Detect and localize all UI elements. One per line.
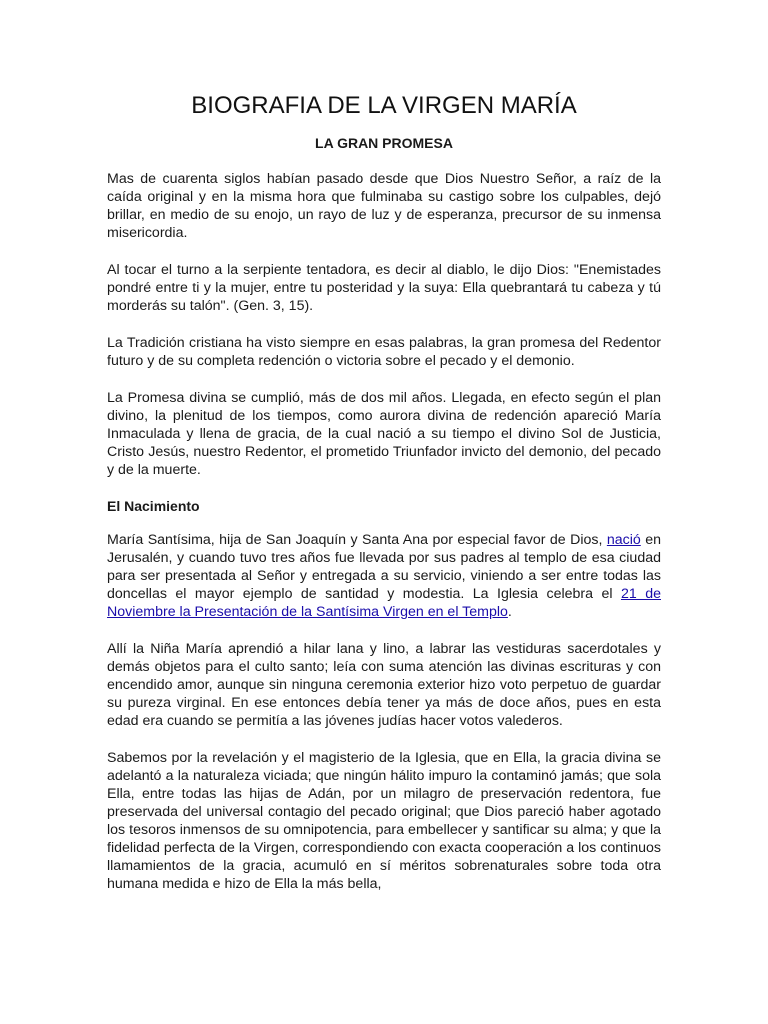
- document-body: [107, 91, 661, 893]
- paragraph-2: Al tocar el turno a la serpiente tentadora, es decir al diablo, le dijo Dios: "Enemistades pondré entre ti y la mujer, entre tu posteridad y la suya: Ella quebrantará tu cabeza y tú morderás su talón". (Gen. 3, 15).: [107, 262, 661, 314]
- paragraph-3: La Tradición cristiana ha visto siempre en esas palabras, la gran promesa del Redentor futuro y de su completa redención o victoria sobre el pecado y el demonio.: [107, 335, 661, 369]
- link-nacio[interactable]: nació: [606, 532, 641, 548]
- paragraph-1: Mas de cuarenta siglos habían pasado desde que Dios Nuestro Señor, a raíz de la caída original y en la misma hora que fulminaba su castigo sobre los culpables, dejó brillar, en medio de su enojo, un rayo de luz y de esperanza, precursor de su inmensa misericordia.: [107, 171, 661, 241]
- paragraph-nacimiento: [107, 531, 661, 621]
- section-heading-nacimiento: El Nacimiento: [107, 498, 200, 514]
- paragraph-7: Sabemos por la revelación y el magisterio de la Iglesia, que en Ella, la gracia divina se adelantó a la naturaleza viciada; que ningún hálito impuro la contaminó jamás; que sola Ella, entre todas las hijas de Adán, por un milagro de preservación redentora, fue preservada del universal contagio del pecado original; que Dios pareció haber agotado los tesoros inmensos de su omnipotencia, para embellecer y santificar su alma; y que la fidelidad perfecta de la Virgen, correspondiendo con exacta cooperación a los continuos llamamientos de la gracia, acumuló en sí méritos sobrenaturales sobre toda otra humana medida e hizo de Ella la más bella,: [107, 750, 661, 892]
- paragraph-text: María Santísima, hija de San Joaquín y Santa Ana por especial favor de Dios,: [107, 532, 607, 548]
- paragraph-text: en Jerusalén, y cuando tuvo tres años fue llevada por sus padres al templo de esa ciudad para ser presentada al Señor y entregada a su servicio, viniendo a ser entre todas las doncellas el mayor ejemplo de santidad y modestia. La Iglesia celebra el: [107, 532, 661, 602]
- link-presentacion-templo[interactable]: 21 de Noviembre la Presentación de la Santísima Virgen en el Templo: [107, 586, 661, 620]
- section-subtitle: LA GRAN PROMESA: [315, 135, 453, 151]
- paragraph-text: .: [507, 604, 512, 620]
- paragraph-6: Allí la Niña María aprendió a hilar lana y lino, a labrar las vestiduras sacerdotales y demás objetos para el culto santo; leía con suma atención las divinas escrituras y con encendido amor, aunque sin ninguna ceremonia exterior hizo voto perpetuo de guardar su pureza virginal. En ese entonces debía tener ya más de doce años, pues en esta edad era cuando se permitía a las jóvenes judías hacer votos valederos.: [107, 641, 661, 729]
- document-title: BIOGRAFIA DE LA VIRGEN MARÍA: [191, 92, 577, 119]
- paragraph-4: La Promesa divina se cumplió, más de dos mil años. Llegada, en efecto según el plan divino, la plenitud de los tiempos, como aurora divina de redención apareció María Inmaculada y llena de gracia, de la cual nació a su tiempo el divino Sol de Justicia, Cristo Jesús, nuestro Redentor, el prometido Triunfador invicto del demonio, del pecado y de la muerte.: [107, 390, 661, 478]
